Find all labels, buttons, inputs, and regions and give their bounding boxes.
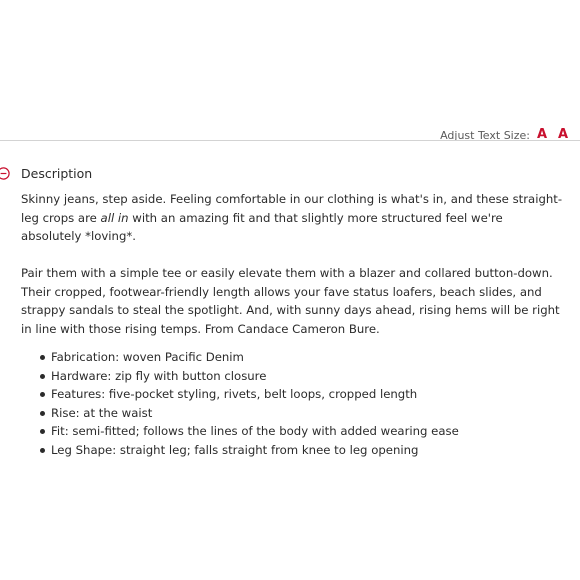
description-body: [21, 190, 566, 459]
feature-list-item: Rise: at the waist: [21, 404, 566, 423]
description-title: Description: [21, 165, 93, 181]
feature-list-item: Hardware: zip fly with button closure: [21, 367, 566, 386]
description-toggle[interactable]: [0, 164, 92, 182]
feature-list-item: Fit: semi-fitted; follows the lines of the body with added wearing ease: [21, 422, 566, 441]
decrease-text-size-button[interactable]: A: [536, 128, 547, 141]
text-size-label: Adjust Text Size:: [440, 129, 530, 141]
paragraph-1-emphasis: all in: [100, 210, 129, 225]
description-paragraph-1: [21, 190, 566, 246]
feature-list: [21, 348, 566, 459]
text-size-bar: [0, 128, 580, 141]
increase-text-size-button[interactable]: A: [557, 128, 568, 141]
feature-list-item: Fabrication: woven Pacific Denim: [21, 348, 566, 367]
feature-list-item: Features: five-pocket styling, rivets, belt loops, cropped length: [21, 385, 566, 404]
description-paragraph-2: Pair them with a simple tee or easily elevate them with a blazer and collared button-down. Their cropped, footwear-friendly length allows your fave status loafers, beach slides, and strappy sandals to steal the spotlight. And, with sunny days ahead, rising hems will be right in line with those rising temps. From Candace Cameron Bure.: [21, 266, 560, 336]
paragraph-1-text-start: Skinny jeans, step aside. Feeling comfortable in our clothing is what's in, and these straight-leg crops are: [21, 192, 563, 225]
paragraph-1-text-end: with an amazing fit and that slightly more structured feel we're absolutely *loving*.: [21, 210, 503, 243]
minus-circle-icon: [0, 167, 10, 180]
feature-list-item: Leg Shape: straight leg; falls straight from knee to leg opening: [21, 441, 566, 460]
